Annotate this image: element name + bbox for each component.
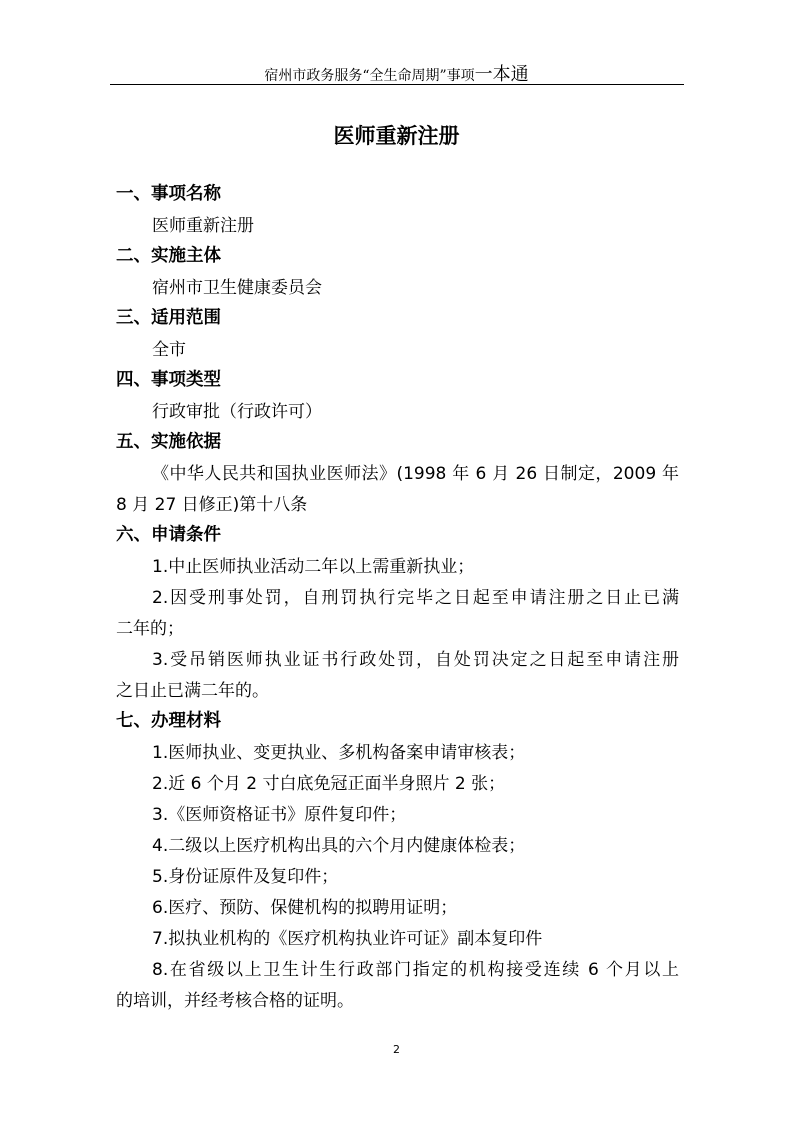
section-heading-conditions: 六、申请条件 bbox=[116, 525, 221, 545]
section-heading-scope: 三、适用范围 bbox=[116, 308, 221, 328]
condition-3-line-1: 3.受吊销医师执业证书行政处罚，自处罚决定之日起至申请注册 bbox=[152, 650, 679, 670]
section-content-implementer: 宿州市卫生健康委员会 bbox=[152, 278, 322, 298]
legal-basis-line-1: 《中华人民共和国执业医师法》(1998 年 6 月 26 日制定，2009 年 bbox=[152, 464, 679, 484]
legal-basis-line-2: 8 月 27 日修正)第十八条 bbox=[116, 495, 308, 515]
material-8-line-1: 8.在省级以上卫生计生行政部门指定的机构接受连续 6 个月以上 bbox=[152, 960, 679, 980]
page-number: 2 bbox=[393, 1043, 400, 1056]
section-heading-legal-basis: 五、实施依据 bbox=[116, 432, 221, 452]
material-3: 3.《医师资格证书》原件复印件； bbox=[152, 805, 407, 825]
material-8-line-2: 的培训，并经考核合格的证明。 bbox=[116, 991, 354, 1011]
material-4: 4.二级以上医疗机构出具的六个月内健康体检表； bbox=[152, 836, 526, 856]
material-6: 6.医疗、预防、保健机构的拟聘用证明； bbox=[152, 898, 458, 918]
section-heading-item-name: 一、事项名称 bbox=[116, 184, 221, 204]
material-2: 2.近 6 个月 2 寸白底免冠正面半身照片 2 张； bbox=[152, 774, 506, 794]
condition-2-line-2: 二年的； bbox=[116, 619, 184, 639]
section-content-item-type: 行政审批（行政许可） bbox=[152, 402, 322, 422]
section-heading-item-type: 四、事项类型 bbox=[116, 370, 221, 390]
material-7: 7.拟执业机构的《医疗机构执业许可证》副本复印件 bbox=[152, 929, 543, 949]
section-content-scope: 全市 bbox=[152, 340, 186, 360]
condition-3-line-2: 之日止已满二年的。 bbox=[116, 681, 269, 701]
header-divider bbox=[110, 84, 684, 85]
page-header bbox=[0, 60, 793, 86]
section-heading-materials: 七、办理材料 bbox=[116, 711, 221, 731]
document-title: 医师重新注册 bbox=[333, 124, 460, 148]
section-heading-implementer: 二、实施主体 bbox=[116, 246, 221, 266]
header-text: 宿州市政务服务“全生命周期”事项 bbox=[264, 68, 475, 84]
condition-2-line-1: 2.因受刑事处罚，自刑罚执行完毕之日起至申请注册之日止已满 bbox=[152, 588, 679, 608]
condition-1: 1.中止医师执业活动二年以上需重新执业； bbox=[152, 557, 475, 577]
material-1: 1.医师执业、变更执业、多机构备案申请审核表； bbox=[152, 743, 526, 763]
material-5: 5.身份证原件及复印件； bbox=[152, 867, 339, 887]
header-text-tail: 一本通 bbox=[474, 64, 529, 85]
section-content-item-name: 医师重新注册 bbox=[152, 216, 254, 236]
